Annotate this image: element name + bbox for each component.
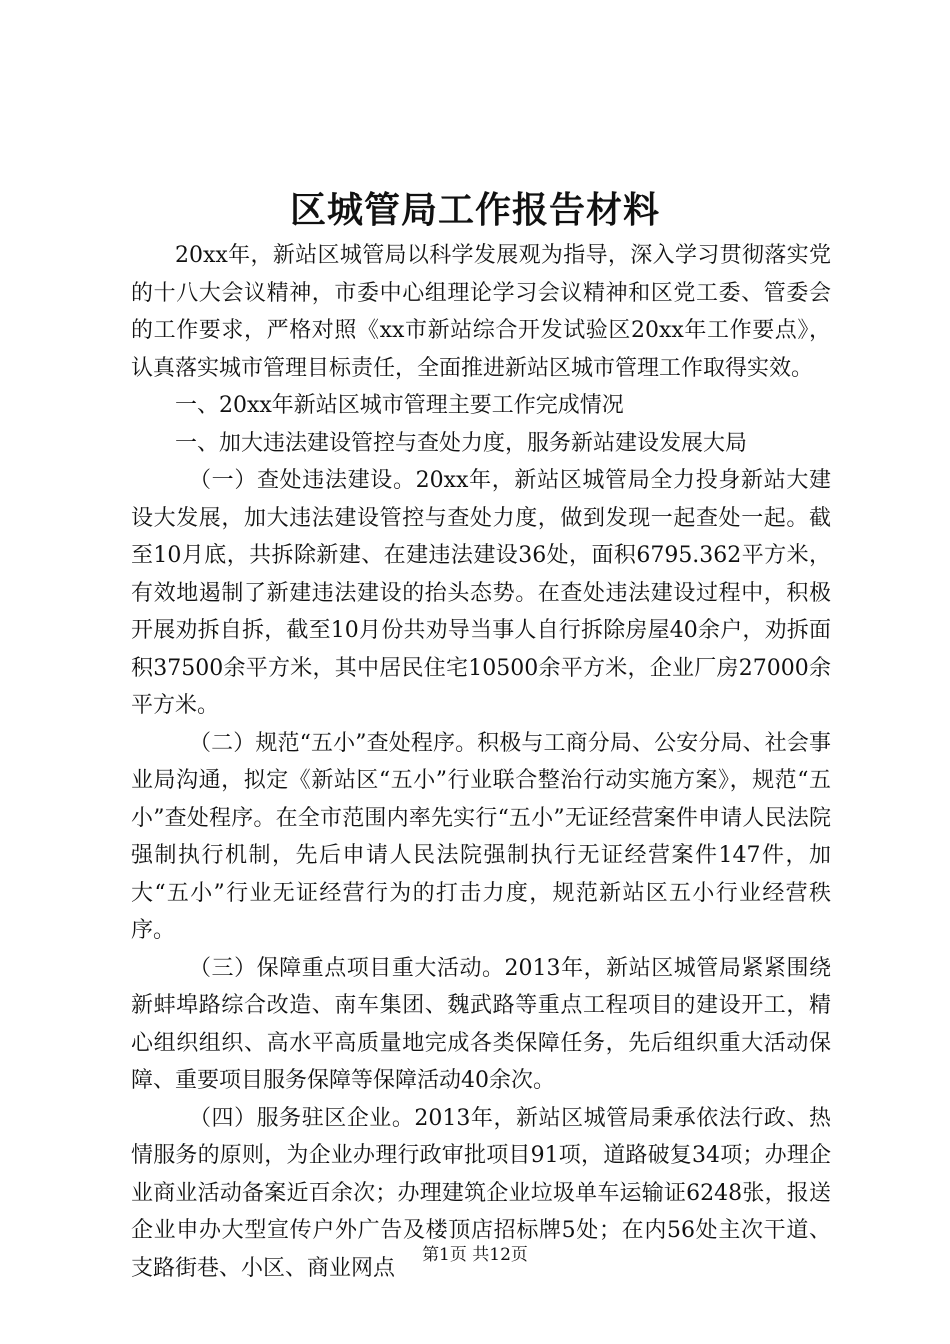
page-number-footer: 第1页 共12页 [422, 1245, 528, 1265]
item-paragraph-4: （四）服务驻区企业。2013年，新站区城管局秉承依法行政、热情服务的原则，为企业办理行政审批项目91项，道路破复34项；办理企业商业活动备案近百余次；办理建筑企业垃圾单车运输证6248张，报送企业申办大型宣传户外广告及楼顶店招标牌5处；在内56处主次干道、支路街巷、小区、商业网点 [131, 1105, 831, 1281]
item-paragraph-3: （三）保障重点项目重大活动。2013年，新站区城管局紧紧围绕新蚌埠路综合改造、南车集团、魏武路等重点工程项目的建设开工，精心组织组织、高水平高质量地完成各类保障任务，先后组织重大活动保障、重要项目服务保障等保障活动40余次。 [131, 955, 831, 1093]
section-heading: 一、20xx年新站区城市管理主要工作完成情况 [175, 393, 624, 418]
document-title: 区城管局工作报告材料 [289, 189, 660, 231]
intro-paragraph: 20xx年，新站区城管局以科学发展观为指导，深入学习贯彻落实党的十八大会议精神，市委中心组理论学习会议精神和区党工委、管委会的工作要求，严格对照《xx市新站综合开发试验区20xx年工作要点》，认真落实城市管理目标责任，全面推进新站区城市管理工作取得实效。 [131, 243, 831, 381]
subsection-heading: 一、加大违法建设管控与查处力度，服务新站建设发展大局 [175, 430, 748, 456]
item-paragraph-1: （一）查处违法建设。20xx年，新站区城管局全力投身新站大建设大发展，加大违法建设管控与查处力度，做到发现一起查处一起。截至10月底，共拆除新建、在建违法建设36处，面积6795.362平方米，有效地遏制了新建违法建设的抬头态势。在查处违法建设过程中，积极开展劝拆自拆，截至10月份共劝导当事人自行拆除房屋40余户，劝拆面积37500余平方米，其中居民住宅10500余平方米，企业厂房27000余平方米。 [131, 468, 831, 718]
document-body [131, 237, 831, 1287]
item-paragraph-2: （二）规范“五小”查处程序。积极与工商分局、公安分局、社会事业局沟通，拟定《新站区“五小”行业联合整治行动实施方案》，规范“五小”查处程序。在全市范围内率先实行“五小”无证经营案件申请人民法院强制执行机制，先后申请人民法院强制执行无证经营案件147件，加大“五小”行业无证经营行为的打击力度，规范新站区五小行业经营秩序。 [131, 730, 831, 943]
